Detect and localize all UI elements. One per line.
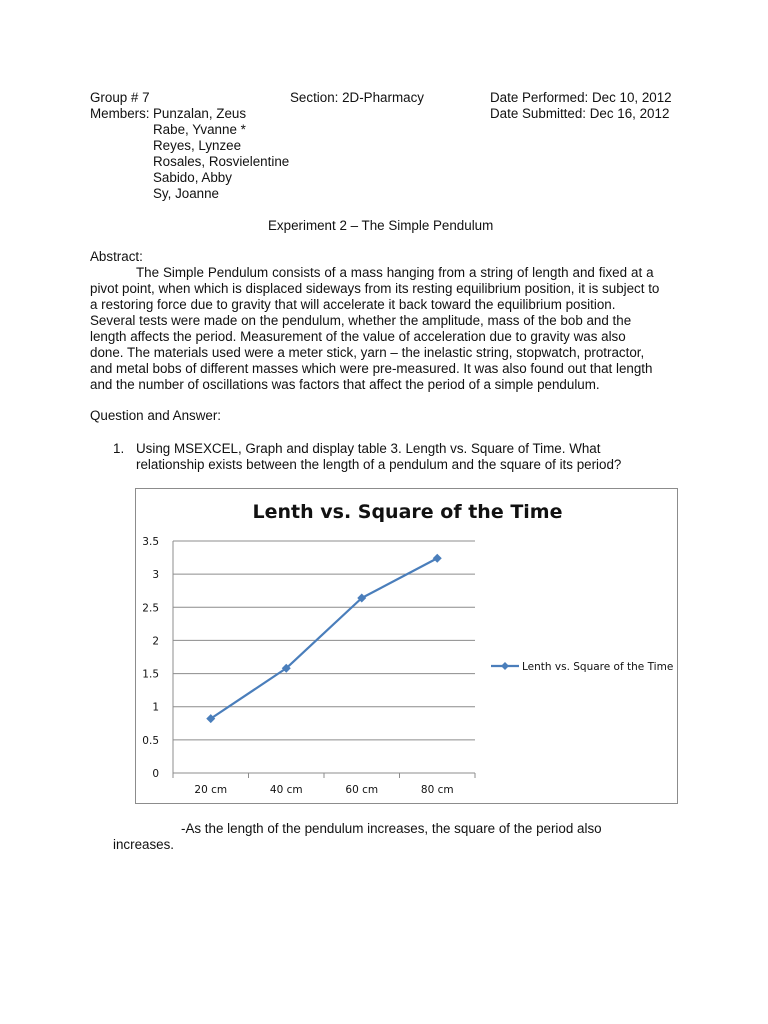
series-line [211, 558, 438, 718]
member-name: Rosales, Rosvielentine [153, 154, 290, 169]
chart-title: Lenth vs. Square of the Time [252, 501, 563, 523]
line-chart [136, 489, 677, 803]
abstract-line: and metal bobs of different masses which were pre-measured. It was also found out that length [90, 361, 653, 376]
member-name: Rabe, Yvanne * [153, 122, 246, 137]
member-name: Sy, Joanne [153, 186, 220, 201]
data-point-marker [433, 554, 442, 563]
abstract-line: and the number of oscillations was factors that affect the period of a simple pendulum. [90, 377, 600, 392]
group-number: Group # 7 [90, 90, 150, 105]
abstract-heading: Abstract: [90, 249, 143, 264]
answer-text: -As the length of the pendulum increases, the square of the period also [181, 821, 602, 836]
member-name: Sabido, Abby [153, 170, 232, 185]
y-tick-label: 2 [152, 635, 159, 648]
legend-label: Lenth vs. Square of the Time [522, 661, 674, 673]
y-tick-label: 0 [152, 768, 159, 780]
abstract-line: a restoring force due to gravity that will accelerate it back toward the equilibrium position. [90, 297, 616, 312]
y-tick-label: 0.5 [142, 734, 159, 747]
y-tick-label: 1.5 [142, 668, 159, 681]
y-tick-label: 2.5 [142, 602, 159, 615]
abstract-line: pivot point, when which is displaced sideways from its resting equilibrium position, it is subject to [90, 281, 660, 296]
qa-heading: Question and Answer: [90, 408, 222, 423]
question-text: relationship exists between the length of a pendulum and the square of its period? [136, 457, 622, 472]
member-name: Punzalan, Zeus [153, 106, 247, 121]
answer-text: increases. [113, 837, 175, 852]
abstract-line: The Simple Pendulum consists of a mass hanging from a string of length and fixed at a [136, 265, 654, 280]
chart-container [135, 488, 678, 804]
date-performed: Date Performed: Dec 10, 2012 [490, 90, 672, 105]
section-label: Section: 2D-Pharmacy [290, 90, 424, 105]
abstract-line: length affects the period. Measurement of the value of acceleration due to gravity was also [90, 329, 626, 344]
abstract-line: Several tests were made on the pendulum, whether the amplitude, mass of the bob and the [90, 313, 632, 328]
question-number: 1. [113, 441, 125, 456]
experiment-title: Experiment 2 – The Simple Pendulum [268, 218, 494, 233]
abstract-line: done. The materials used were a meter stick, yarn – the inelastic string, stopwatch, protractor, [90, 345, 645, 360]
member-name: Reyes, Lynzee [153, 138, 242, 153]
x-tick-label: 40 cm [269, 784, 303, 796]
members-label: Members: [90, 106, 150, 121]
x-tick-label: 60 cm [345, 784, 379, 796]
y-tick-label: 1 [152, 701, 159, 714]
question-text: Using MSEXCEL, Graph and display table 3. Length vs. Square of Time. What [136, 441, 601, 456]
y-tick-label: 3.5 [142, 536, 159, 548]
legend-marker [501, 662, 509, 670]
date-submitted: Date Submitted: Dec 16, 2012 [490, 106, 670, 121]
x-tick-label: 20 cm [194, 784, 228, 796]
y-tick-label: 3 [152, 569, 159, 582]
x-tick-label: 80 cm [420, 784, 454, 796]
